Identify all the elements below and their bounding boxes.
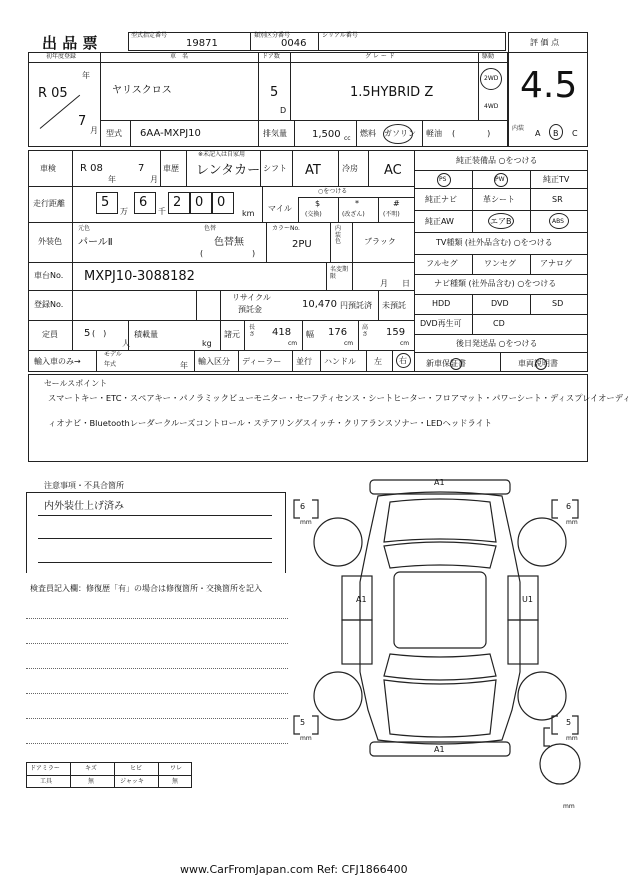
capacity-paren: ( ) [92, 329, 107, 338]
color-change-label: 色替 [204, 225, 217, 232]
spare-wheel [540, 744, 580, 784]
ac-label: 冷房 [342, 164, 358, 173]
tire-front-right-unit: mm [566, 519, 578, 526]
windshield [384, 542, 496, 568]
history-value: レンタカー [196, 163, 261, 178]
inspection-year: R 08 [80, 163, 103, 174]
nav-dvd-play: DVD再生可 [420, 319, 462, 328]
later-manual: 車両説明書 [518, 359, 558, 368]
tire-rear-right-unit: mm [566, 735, 578, 742]
shift-value: AT [305, 163, 321, 178]
nav-dvd: DVD [491, 299, 509, 308]
legend-tool: 工具 [40, 778, 53, 785]
sales-point-line-1: スマートキー・ETC・スペアキー・パノラミックビューモニター・セーフティセンス・シートヒーター・フロアマット・パワーシート・ディスプレイオーディ [48, 393, 631, 403]
tire-rear-right: 5 [566, 718, 572, 727]
wheel-rear-left [314, 672, 362, 720]
door-rear-right [508, 620, 538, 664]
legend-jack-value: 無 [172, 778, 179, 785]
drive-2wd: 2WD [484, 75, 499, 82]
mileage-unit-man: 万 [120, 207, 128, 216]
exchange-label: (交換) [305, 211, 322, 218]
interior-a: A [535, 129, 541, 138]
interior-color-value: ブラック [364, 237, 396, 246]
color-paren-open: ( [200, 249, 204, 258]
nav-cd: CD [493, 319, 505, 328]
legend-header-scratch: キズ [85, 765, 97, 772]
notes-label: 注意事項・不具合箇所 [44, 481, 124, 490]
model-year-label-2: 年式 [104, 361, 117, 368]
import-category-label: 輸入区分 [198, 357, 230, 366]
height-value: 159 [386, 327, 406, 338]
mileage-mark-note: ○をつける [318, 188, 348, 195]
door-rear-left [342, 620, 372, 664]
handle-left: 左 [374, 357, 382, 366]
equip-navi: 純正ナビ [425, 195, 457, 204]
registration-label: 登録No. [34, 300, 64, 309]
recycle-value: 10,470 [302, 299, 337, 310]
nav-header: ナビ種類 (社外品含む) ○をつける [434, 279, 557, 288]
legend-tool-value: 無 [88, 778, 95, 785]
handle-label: ハンドル [324, 357, 356, 366]
mileage-digit-2: 6 [139, 195, 148, 210]
grade-label: グ レ ー ド [365, 53, 395, 60]
mileage-unit: km [242, 209, 255, 218]
recycle-label-2: 預託金 [238, 305, 262, 314]
color-number-value: 2PU [292, 239, 312, 250]
diagram-rear-mark: A1 [434, 745, 445, 754]
footer-reference: www.CarFromJapan.com Ref: CFJ1866400 [180, 863, 408, 876]
legend-jack: ジャッキ [120, 778, 144, 785]
model-year-unit: 年 [180, 361, 188, 370]
height-label: 高さ [362, 324, 369, 338]
name-change-label: 名変期限 [330, 266, 349, 281]
car-name-label: 車 名 [170, 53, 189, 60]
exchange-symbol: $ [315, 199, 321, 208]
interior-color-label: 内装色 [335, 225, 342, 246]
fuel-value: ガソリン [384, 129, 416, 138]
width-value: 176 [328, 327, 348, 338]
capacity-label: 定員 [42, 330, 58, 339]
chassis-label: 車台No. [34, 271, 64, 280]
equipment-header: 純正装備品 ○をつける [456, 156, 538, 165]
fuel-label: 燃料 [360, 129, 376, 138]
tv-analog: アナログ [540, 259, 572, 268]
spare-tire-unit: mm [563, 803, 575, 810]
handle-right: 右 [399, 356, 407, 365]
equip-airbag: エアB [490, 217, 512, 226]
type-number-value: 19871 [186, 38, 218, 49]
hood [384, 499, 496, 542]
model-value: 6AA-MXPJ10 [140, 128, 201, 139]
model-year-label: モデル [104, 351, 122, 358]
grade-value: 1.5HYBRID Z [350, 85, 434, 100]
mileage-label: 走行距離 [33, 199, 65, 208]
color-number-label: カラーNo. [272, 225, 300, 232]
type-number-label: 型式指定番号 [131, 32, 168, 39]
light-oil-paren: ( ) [452, 129, 491, 138]
doors-value: 5 [270, 85, 279, 100]
unknown-symbol: # [393, 199, 400, 208]
equip-leather: 革シート [483, 195, 515, 204]
length-unit: cm [288, 340, 298, 347]
equip-sr: SR [552, 195, 563, 204]
inspection-label: 車検 [40, 164, 56, 173]
first-reg-label: 初年度登録 [46, 53, 77, 60]
tamper-label: (改ざん) [342, 211, 365, 218]
name-change-month-unit: 月 [380, 279, 388, 288]
score-label: 評 価 点 [530, 38, 560, 47]
import-label: 輸入車のみ→ [34, 357, 81, 366]
width-label: 幅 [306, 330, 314, 339]
height-unit: cm [400, 340, 410, 347]
tire-front-right: 6 [566, 502, 572, 511]
exterior-color-label: 外装色 [38, 237, 62, 246]
interior-label: 内装 [512, 125, 525, 132]
header-number-box [128, 32, 506, 51]
tamper-symbol: * [355, 199, 359, 208]
load-label: 積載量 [134, 330, 158, 339]
name-change-day-unit: 日 [402, 279, 410, 288]
trunk [384, 680, 496, 737]
drive-label: 駆動 [482, 53, 495, 60]
nav-hdd: HDD [432, 299, 451, 308]
history-label: 車歴 [163, 164, 179, 173]
car-damage-diagram [290, 472, 590, 812]
sheet-title: 出 品 票 [42, 34, 98, 52]
tire-front-left: 6 [300, 502, 306, 511]
first-reg-year-unit: 年 [82, 71, 90, 80]
recycle-label: リサイクル [232, 293, 271, 302]
displacement-value: 1,500 [312, 129, 341, 140]
diagram-front-mark: A1 [434, 478, 445, 487]
shift-label: シフト [263, 164, 287, 173]
length-label: 長さ [249, 324, 256, 338]
light-oil-label: 軽油 [426, 129, 442, 138]
notes-line-1: 内外装仕上げ済み [44, 501, 124, 512]
equip-aw: 純正AW [425, 217, 454, 226]
tire-rear-left-unit: mm [300, 735, 312, 742]
legend-header-mirror: ドアミラー [30, 765, 60, 772]
later-header: 後日発送品 ○をつける [456, 339, 538, 348]
first-reg-month-unit: 月 [90, 126, 98, 135]
load-unit: kg [202, 339, 212, 348]
color-change-value: 色替無 [214, 237, 244, 248]
tv-header: TV種類 (社外品含む) ○をつける [436, 238, 553, 247]
car-name-value: ヤリスクロス [112, 85, 172, 96]
length-value: 418 [272, 327, 292, 338]
legend-header-crack: ヒビ [130, 765, 143, 772]
tire-front-left-unit: mm [300, 519, 312, 526]
serial-number-label: シリアル番号 [322, 32, 358, 39]
inspection-month: 7 [138, 163, 145, 174]
history-note: ※未記入は自家用 [198, 151, 246, 158]
mileage-digit-5: 0 [217, 195, 226, 210]
inspection-month-unit: 月 [150, 175, 158, 184]
wheel-rear-right [518, 672, 566, 720]
mileage-digit-4: 0 [195, 195, 204, 210]
diagram-right-mark: U1 [522, 595, 533, 604]
unknown-label: (不明) [383, 211, 400, 218]
size-label: 諸元 [224, 330, 240, 339]
mileage-digit-3: 2 [173, 195, 182, 210]
inspector-note: 検査員記入欄：修復歴「有」の場合は修復箇所・交換箇所を記入 [30, 584, 262, 593]
displacement-unit: cc [344, 135, 351, 142]
equip-tv: 純正TV [543, 175, 570, 184]
width-unit: cm [344, 340, 354, 347]
color-paren-close: ) [252, 249, 256, 258]
legend-header-broken: ワレ [170, 765, 183, 772]
rear-glass [384, 654, 496, 680]
equip-pw: PW [495, 176, 505, 183]
class-number-label: 類別区分番号 [254, 32, 291, 39]
doors-suffix: D [280, 106, 287, 115]
score-value: 4.5 [520, 65, 578, 106]
drive-4wd: 4WD [484, 103, 499, 110]
wheel-front-right [518, 518, 566, 566]
mile-label: マイル [268, 204, 292, 213]
inspection-year-unit: 年 [108, 175, 116, 184]
wheel-front-left [314, 518, 362, 566]
car-body [360, 492, 520, 744]
tv-fullseg: フルセグ [426, 259, 458, 268]
equip-abs: ABS [552, 218, 564, 225]
diagram-left-mark: A1 [356, 595, 367, 604]
sales-point-label: セールスポイント [44, 379, 108, 388]
capacity-value: 5 [84, 328, 91, 339]
interior-b: B [553, 129, 559, 138]
sales-point-line-2: ィオナビ・Bluetoothレーダークルーズコントロール・ステアリングスイッチ・クリアランスソナー・LEDヘッドライト [48, 418, 493, 428]
model-label: 型式 [106, 129, 122, 138]
first-reg-month: 7 [78, 114, 87, 129]
later-warranty: 新車保証書 [426, 359, 466, 368]
mileage-unit-sen: 千 [158, 207, 166, 216]
import-dealer: ディーラー [242, 357, 282, 366]
equip-ps: PS [439, 176, 447, 183]
capacity-unit: 人 [122, 339, 130, 348]
roof [394, 572, 486, 648]
mileage-digit-1: 5 [101, 195, 110, 210]
doors-label: ドア数 [262, 53, 280, 60]
original-color-label: 元色 [78, 225, 91, 232]
tire-rear-left: 5 [300, 718, 306, 727]
class-number-value: 0046 [281, 38, 307, 49]
tv-oneseg: ワンセグ [484, 259, 516, 268]
original-color-value: パールⅡ [78, 237, 113, 248]
displacement-label: 排気量 [263, 129, 287, 138]
unpaid-label: 未預託 [382, 301, 406, 310]
import-parallel: 並行 [296, 357, 312, 366]
nav-sd: SD [552, 299, 564, 308]
chassis-value: MXPJ10-3088182 [84, 269, 195, 284]
ac-value: AC [384, 163, 402, 178]
recycle-unit: 円預託済 [340, 301, 372, 310]
first-reg-year: R 05 [38, 86, 68, 101]
interior-c: C [572, 129, 578, 138]
